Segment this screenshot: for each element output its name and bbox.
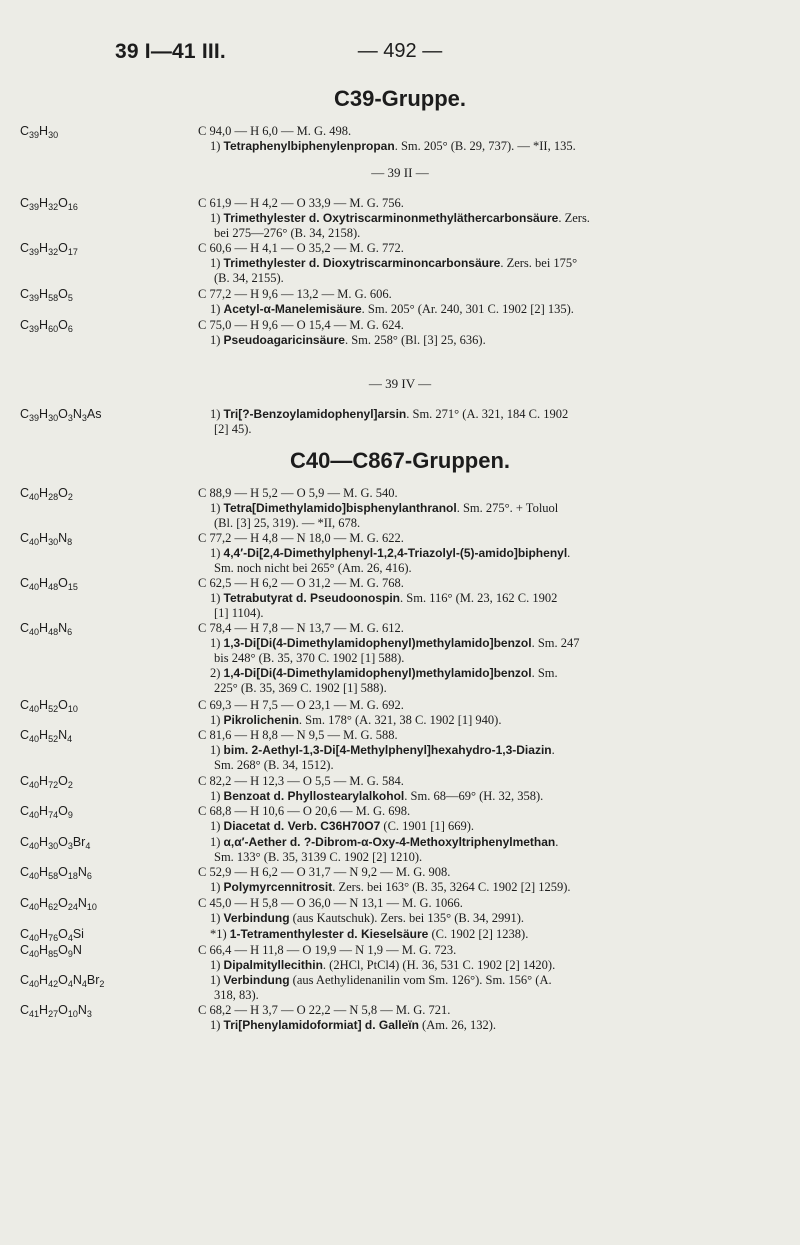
description-line: C 78,4 — H 7,8 — N 13,7 — M. G. 612. [198,621,404,635]
molecular-formula: $C_{40}H_{48}N_6$ [20,621,73,637]
description-line: 1) Polymyrcennitrosit. Zers. bei 163° (B. 35, 3264 C. 1902 [2] 1259). [210,880,571,894]
description-line: 1) Acetyl-α-Manelemisäure. Sm. 205° (Ar. 240, 301 C. 1902 [2] 135). [210,302,574,316]
description-line: 1) α,α′-Aether d. ?-Dibrom-α-Oxy-4-Methoxyltriphenylmethan. [210,835,559,849]
description-line: C 52,9 — H 6,2 — O 31,7 — N 9,2 — M. G. 908. [198,865,451,879]
description-line: 318, 83). [214,988,259,1002]
description-line: C 68,2 — H 3,7 — O 22,2 — N 5,8 — M. G. 721. [198,1003,451,1017]
page-header [0,40,800,66]
molecular-formula: $C_{40}H_{74}O_9$ [20,804,73,820]
compound-description [198,576,782,621]
compound-description [198,865,782,895]
description-line: bis 248° (B. 35, 370 C. 1902 [1] 588). [214,651,405,665]
molecular-formula: $C_{39}H_{30}O_3N_3As$ [20,407,102,423]
compound-description [198,124,782,154]
molecular-formula: $C_{40}H_{42}O_4N_4Br_2$ [20,973,105,989]
description-line: 1) Dipalmityllecithin. (2HCl, PtCl4) (H. 36, 531 C. 1902 [2] 1420). [210,958,556,972]
description-line: 1) Trimethylester d. Dioxytriscarminoncarbonsäure. Zers. bei 175° [210,256,578,270]
description-line: C 45,0 — H 5,8 — O 36,0 — N 13,1 — M. G. 1066. [198,896,463,910]
description-line: [2] 45). [214,422,252,436]
compound-description [198,804,782,834]
description-line: 1) 4,4′-Di[2,4-Dimethylphenyl-1,2,4-Triazolyl-(5)-amido]biphenyl. [210,546,571,560]
description-line: (Bl. [3] 25, 319). — *II, 678. [214,516,361,530]
description-line: C 69,3 — H 7,5 — O 23,1 — M. G. 692. [198,698,404,712]
compound-description [198,728,782,773]
molecular-formula: $C_{40}H_{76}O_4Si$ [20,927,84,943]
compound-description [198,318,782,348]
description-line: Sm. 268° (B. 34, 1512). [214,758,334,772]
molecular-formula: $C_{39}H_{30}$ [20,124,59,140]
description-line: 225° (B. 35, 369 C. 1902 [1] 588). [214,681,387,695]
compound-description [198,943,782,973]
subsection-39-ii: — 39 II — [371,165,429,180]
molecular-formula: $C_{40}H_{28}O_2$ [20,486,73,502]
description-line: C 77,2 — H 4,8 — N 18,0 — M. G. 622. [198,531,404,545]
description-line: 1) Pseudoagaricinsäure. Sm. 258° (Bl. [3] 25, 636). [210,333,486,347]
description-line: C 62,5 — H 6,2 — O 31,2 — M. G. 768. [198,576,404,590]
compound-description [198,927,782,942]
running-head: 39 I—41 III. [115,40,226,63]
compound-description [198,407,782,437]
description-line: 2) 1,4-Di[Di(4-Dimethylamidophenyl)methylamido]benzol. Sm. [210,666,558,680]
compound-description [198,486,782,531]
subsection-39-iv: — 39 IV — [368,376,432,391]
description-line: C 81,6 — H 8,8 — N 9,5 — M. G. 588. [198,728,398,742]
description-line: C 94,0 — H 6,0 — M. G. 498. [198,124,352,138]
description-line: *1) 1-Tetramenthylester d. Kieselsäure (C. 1902 [2] 1238). [210,927,529,941]
description-line: 1) Benzoat d. Phyllostearylalkohol. Sm. 68—69° (H. 32, 358). [210,789,544,803]
molecular-formula: $C_{39}H_{32}O_{17}$ [20,241,78,257]
description-line: 1) Tri[?-Benzoylamidophenyl]arsin. Sm. 271° (A. 321, 184 C. 1902 [210,407,569,421]
molecular-formula: $C_{40}H_{72}O_2$ [20,774,73,790]
description-line: 1) Tetraphenylbiphenylenpropan. Sm. 205° (B. 29, 737). — *II, 135. [210,139,576,153]
compound-description [198,621,782,696]
description-line: 1) Pikrolichenin. Sm. 178° (A. 321, 38 C. 1902 [1] 940). [210,713,502,727]
description-line: 1) Trimethylester d. Oxytriscarminonmethyläthercarbonsäure. Zers. [210,211,590,225]
description-line: C 68,8 — H 10,6 — O 20,6 — M. G. 698. [198,804,411,818]
compound-description [198,531,782,576]
description-line: 1) Verbindung (aus Aethylidenanilin vom Sm. 126°). Sm. 156° (A. [210,973,552,987]
molecular-formula: $C_{40}H_{52}N_4$ [20,728,73,744]
description-line: [1] 1104). [214,606,264,620]
description-line: C 82,2 — H 12,3 — O 5,5 — M. G. 584. [198,774,404,788]
description-line: C 75,0 — H 9,6 — O 15,4 — M. G. 624. [198,318,404,332]
description-line: 1) Tetra[Dimethylamido]bisphenylanthranol. Sm. 275°. + Toluol [210,501,559,515]
description-line: C 61,9 — H 4,2 — O 33,9 — M. G. 756. [198,196,404,210]
section-title-c39: C39-Gruppe. [333,86,467,111]
molecular-formula: $C_{40}H_{62}O_{24}N_{10}$ [20,896,97,912]
compound-description [198,196,782,241]
compound-description [198,973,782,1003]
molecular-formula: $C_{39}H_{60}O_6$ [20,318,73,334]
compound-description [198,896,782,926]
description-line: (B. 34, 2155). [214,271,284,285]
description-line: C 66,4 — H 11,8 — O 19,9 — N 1,9 — M. G. 723. [198,943,457,957]
description-line: bei 275—276° (B. 34, 2158). [214,226,361,240]
molecular-formula: $C_{40}H_{58}O_{18}N_6$ [20,865,92,881]
molecular-formula: $C_{40}H_{48}O_{15}$ [20,576,78,592]
description-line: C 88,9 — H 5,2 — O 5,9 — M. G. 540. [198,486,398,500]
description-line: 1) 1,3-Di[Di(4-Dimethylamidophenyl)methylamido]benzol. Sm. 247 [210,636,580,650]
description-line: C 60,6 — H 4,1 — O 35,2 — M. G. 772. [198,241,404,255]
molecular-formula: $C_{40}H_{30}O_3Br_4$ [20,835,91,851]
description-line: 1) bim. 2-Aethyl-1,3-Di[4-Methylphenyl]hexahydro-1,3-Diazin. [210,743,555,757]
molecular-formula: $C_{40}H_{85}O_9N$ [20,943,82,959]
compound-description [198,835,782,865]
compound-description [198,698,782,728]
description-line: 1) Tetrabutyrat d. Pseudoonospin. Sm. 116° (M. 23, 162 C. 1902 [210,591,558,605]
compound-description [198,774,782,804]
description-line: Sm. noch nicht bei 265° (Am. 26, 416). [214,561,412,575]
molecular-formula: $C_{40}H_{30}N_8$ [20,531,73,547]
description-line: Sm. 133° (B. 35, 3139 C. 1902 [2] 1210). [214,850,423,864]
description-line: C 77,2 — H 9,6 — 13,2 — M. G. 606. [198,287,392,301]
section-title-c40: C40—C867-Gruppen. [289,448,511,473]
molecular-formula: $C_{39}H_{58}O_5$ [20,287,73,303]
page-number: — 492 — [357,40,443,62]
compound-description [198,241,782,286]
description-line: 1) Tri[Phenylamidoformiat] d. Galleïn (Am. 26, 132). [210,1018,496,1032]
description-line: 1) Diacetat d. Verb. C36H70O7 (C. 1901 [1] 669). [210,819,475,833]
molecular-formula: $C_{40}H_{52}O_{10}$ [20,698,78,714]
compound-description [198,1003,782,1033]
description-line: 1) Verbindung (aus Kautschuk). Zers. bei 135° (B. 34, 2991). [210,911,525,925]
molecular-formula: $C_{41}H_{27}O_{10}N_3$ [20,1003,92,1019]
compound-description [198,287,782,317]
molecular-formula: $C_{39}H_{32}O_{16}$ [20,196,78,212]
